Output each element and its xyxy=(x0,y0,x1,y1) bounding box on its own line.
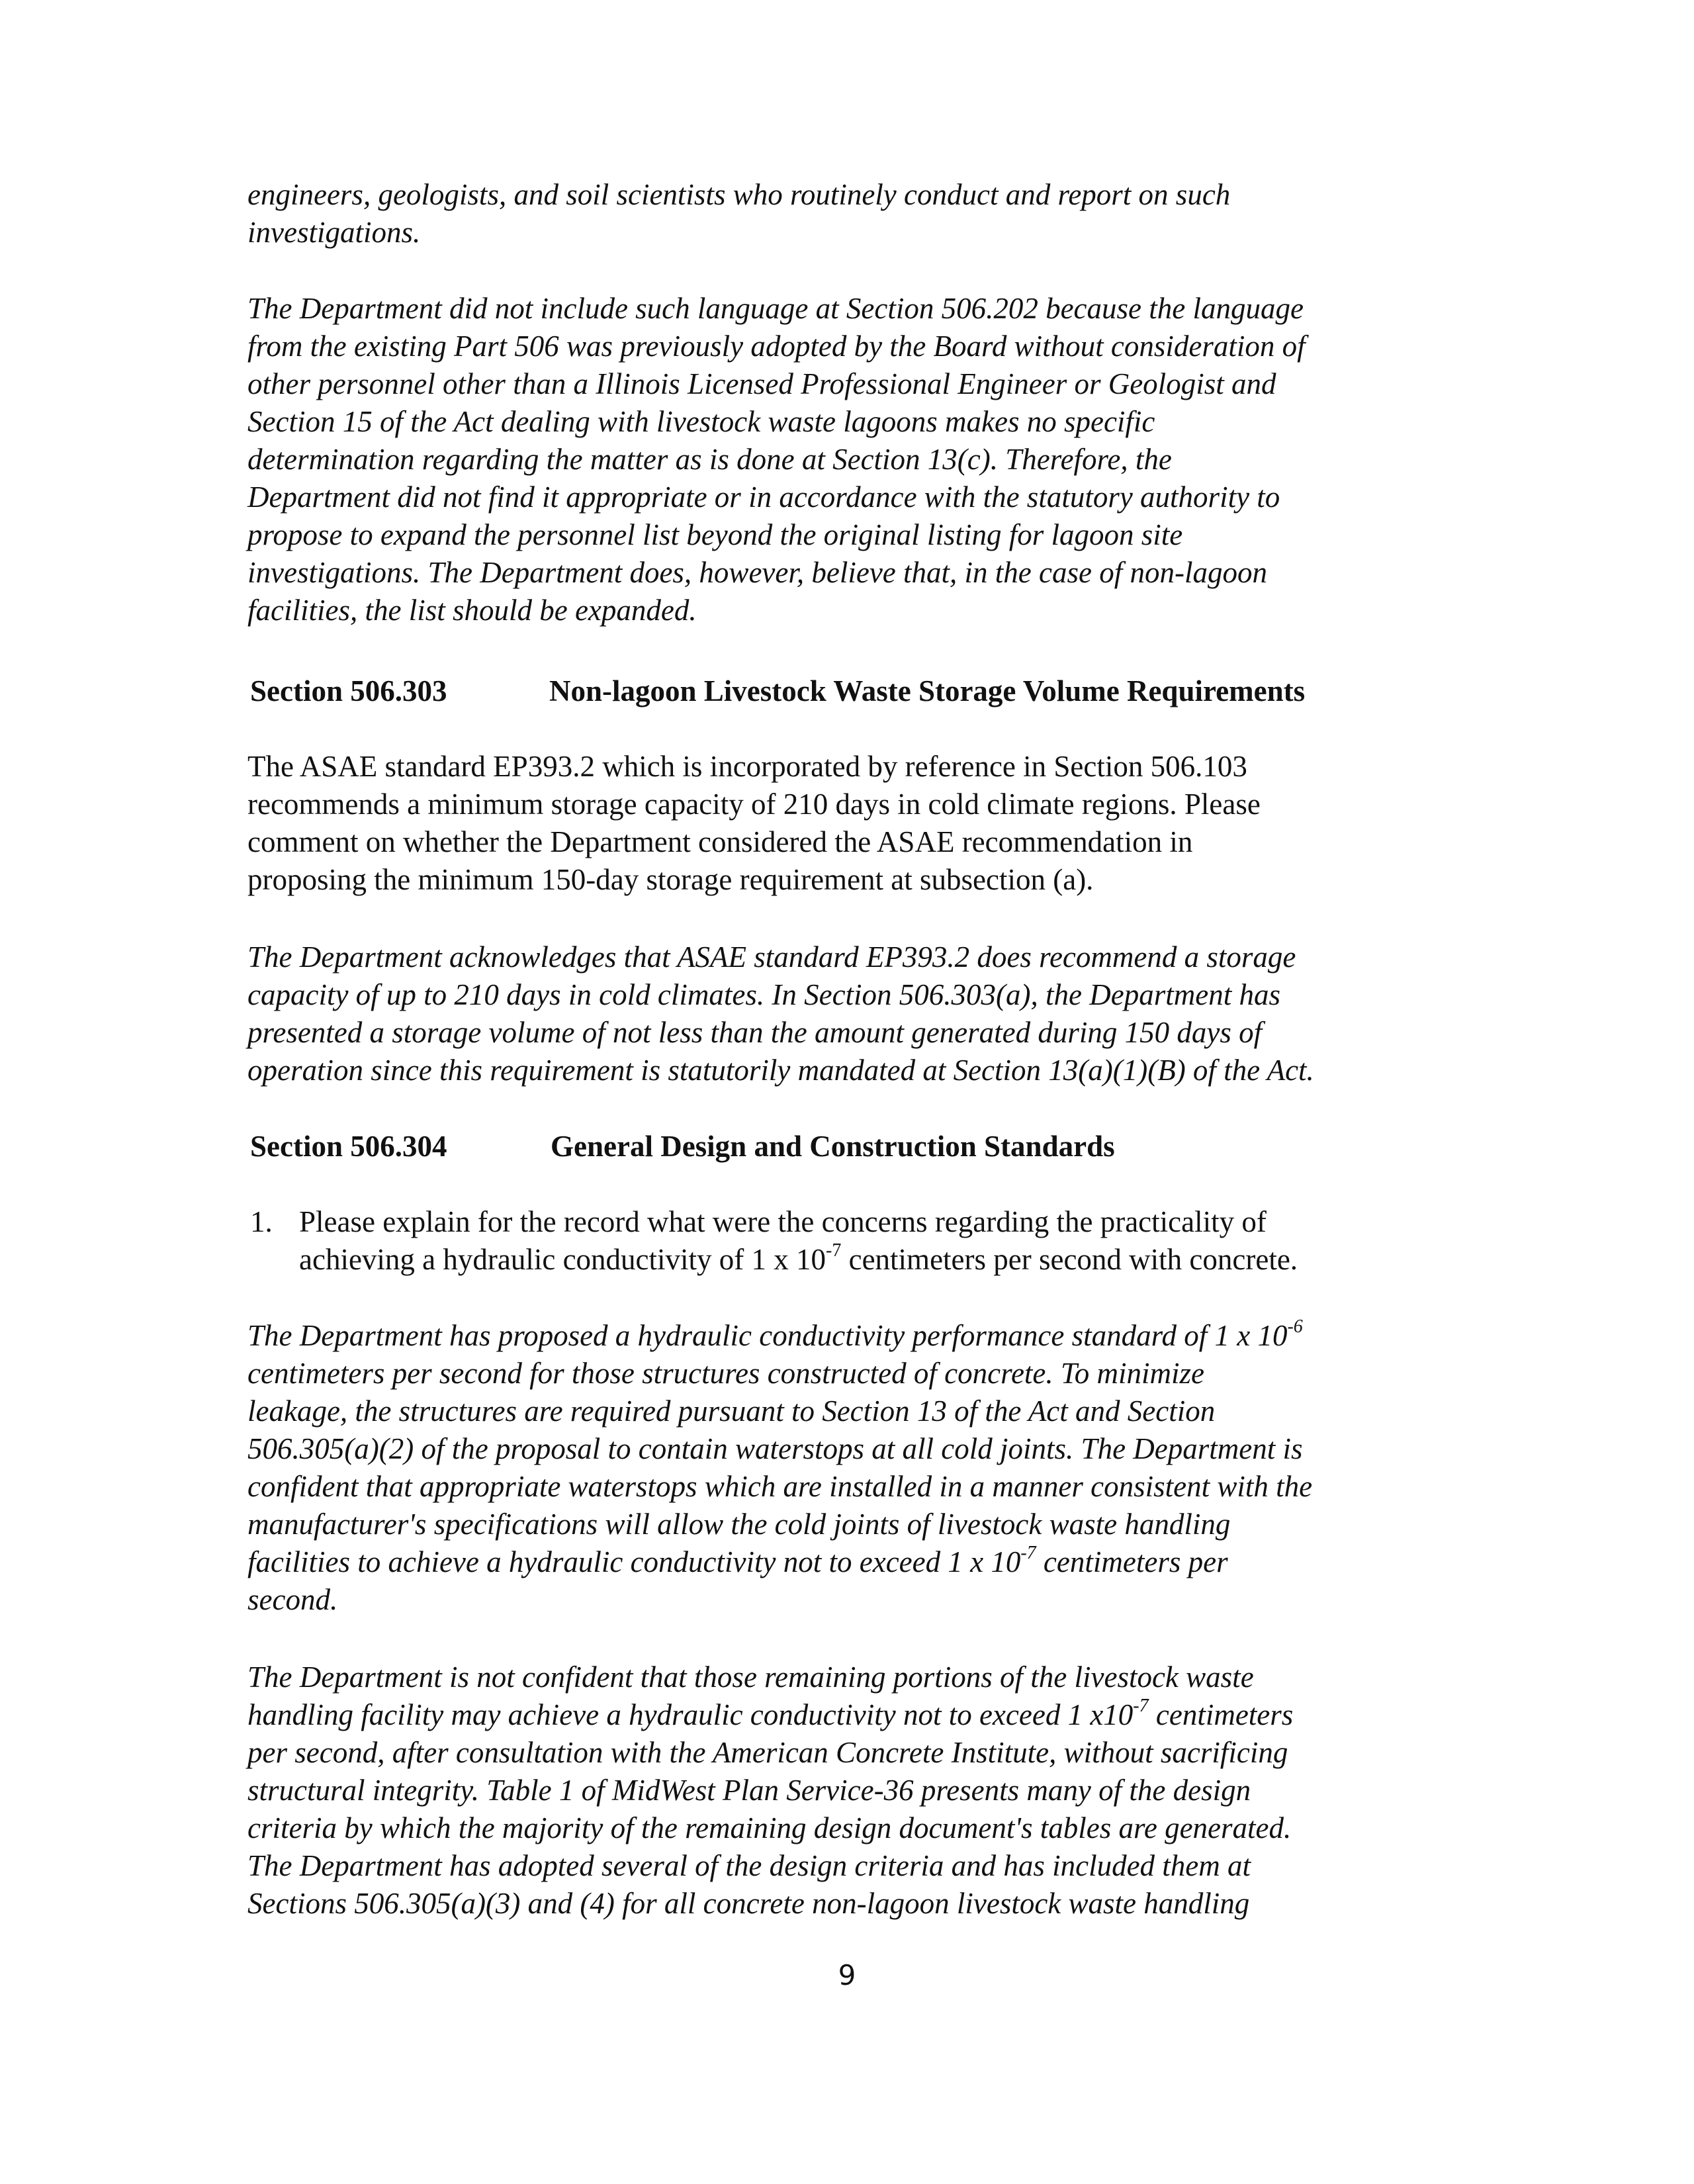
department-response-paragraph xyxy=(247,1659,1452,1923)
list-text xyxy=(299,1203,1298,1279)
section-title: Non-lagoon Livestock Waste Storage Volume Requirements xyxy=(549,674,1306,707)
text-line: 506.305(a)(2) of the proposal to contain waterstops at all cold joints. The Department is xyxy=(247,1432,1303,1465)
superscript: -7 xyxy=(1020,1543,1036,1563)
section-number: Section 506.304 xyxy=(250,1130,447,1163)
text-line: presented a storage volume of not less than the amount generated during 150 days of xyxy=(247,1016,1263,1049)
text-line: comment on whether the Department considered the ASAE recommendation in xyxy=(247,825,1193,858)
text-line: centimeters per second for those structures constructed of concrete. To minimize xyxy=(247,1357,1205,1390)
text-line: operation since this requirement is statutorily mandated at Section 13(a)(1)(B) of the Act. xyxy=(247,1054,1314,1087)
department-response-paragraph xyxy=(247,290,1452,629)
text-line: criteria by which the majority of the remaining design document's tables are generated. xyxy=(247,1811,1292,1844)
department-response-paragraph xyxy=(247,1317,1452,1619)
numbered-question xyxy=(247,1203,1452,1283)
text-line: determination regarding the matter as is done at Section 13(c). Therefore, the xyxy=(247,443,1172,476)
text-line: recommends a minimum storage capacity of 210 days in cold climate regions. Please xyxy=(247,788,1261,821)
text-line: facilities, the list should be expanded. xyxy=(247,594,697,627)
text-line: other personnel other than a Illinois Licensed Professional Engineer or Geologist and xyxy=(247,367,1276,400)
text-line: The Department acknowledges that ASAE standard EP393.2 does recommend a storage xyxy=(247,940,1296,974)
text-line: engineers, geologists, and soil scientists who routinely conduct and report on such xyxy=(247,178,1231,211)
department-response-paragraph xyxy=(247,938,1452,1089)
text-line: leakage, the structures are required pursuant to Section 13 of the Act and Section xyxy=(247,1394,1216,1428)
text-line: The ASAE standard EP393.2 which is incorporated by reference in Section 506.103 xyxy=(247,750,1247,783)
text-line: investigations. xyxy=(247,216,421,249)
text-line: from the existing Part 506 was previously adopted by the Board without consideration of xyxy=(247,330,1306,363)
superscript: -6 xyxy=(1287,1316,1303,1337)
text-line: propose to expand the personnel list beyond the original listing for lagoon site xyxy=(247,518,1183,551)
board-question-paragraph xyxy=(247,748,1452,899)
superscript: -7 xyxy=(826,1240,842,1261)
text-line: Please explain for the record what were the concerns regarding the practicality of xyxy=(299,1205,1267,1238)
text-line: Sections 506.305(a)(3) and (4) for all concrete non-lagoon livestock waste handling xyxy=(247,1887,1250,1920)
section-title: General Design and Construction Standards xyxy=(551,1130,1115,1163)
text-line: The Department is not confident that those remaining portions of the livestock waste xyxy=(247,1661,1254,1694)
list-number: 1. xyxy=(250,1205,273,1238)
text-line: per second, after consultation with the American Concrete Institute, without sacrificing xyxy=(247,1736,1288,1769)
paragraph-continuation xyxy=(247,176,1452,251)
text-line: The Department has proposed a hydraulic conductivity performance standard of 1 x $10^{-6}$ xyxy=(247,1316,1303,1352)
text-line: facilities to achieve a hydraulic conductivity not to exceed 1 x $10^{-7}$ centimeters per xyxy=(247,1543,1228,1578)
text-line: capacity of up to 210 days in cold climates. In Section 506.303(a), the Department has xyxy=(247,978,1280,1011)
text-line: confident that appropriate waterstops which are installed in a manner consistent with the xyxy=(247,1470,1313,1503)
text-line: investigations. The Department does, however, believe that, in the case of non-lagoon xyxy=(247,556,1267,589)
text-line: handling facility may achieve a hydraulic conductivity not to exceed 1 $x10^{-7}$ centimeters xyxy=(247,1696,1294,1731)
text-line: The Department has adopted several of the design criteria and has included them at xyxy=(247,1849,1251,1882)
text-line: structural integrity. Table 1 of MidWest Plan Service-36 presents many of the design xyxy=(247,1774,1251,1807)
text-line: proposing the minimum 150-day storage requirement at subsection (a). xyxy=(247,863,1094,896)
text-line: second. xyxy=(247,1583,338,1616)
superscript: -7 xyxy=(1133,1696,1149,1716)
text-line: manufacturer's specifications will allow the cold joints of livestock waste handling xyxy=(247,1508,1231,1541)
text-line: The Department did not include such language at Section 506.202 because the language xyxy=(247,292,1304,325)
page-number: 9 xyxy=(838,1959,856,1991)
section-number: Section 506.303 xyxy=(250,674,447,707)
text-line: achieving a hydraulic conductivity of 1 x $10^{-7}$ centimeters per second with concrete. xyxy=(299,1240,1298,1276)
text-line: Section 15 of the Act dealing with livestock waste lagoons makes no specific xyxy=(247,405,1155,438)
text-line: Department did not find it appropriate or in accordance with the statutory authority to xyxy=(247,480,1280,514)
